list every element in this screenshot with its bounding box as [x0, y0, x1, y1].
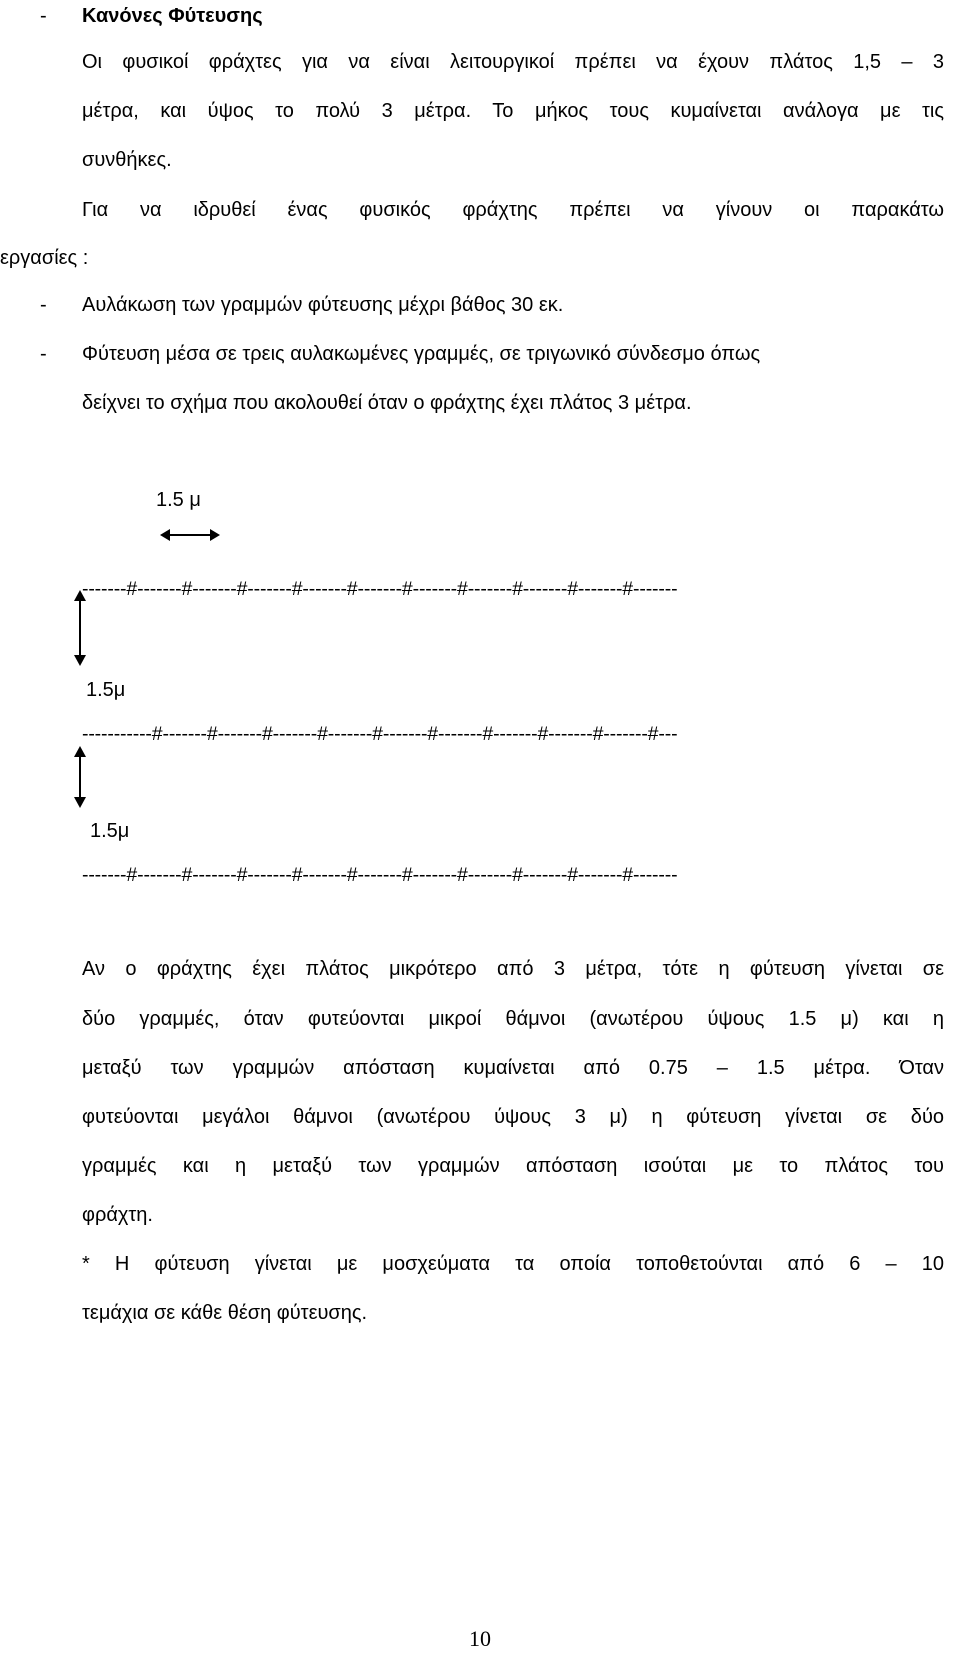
para3-line4: φυτεύονται μεγάλοι θάμνοι (ανωτέρου ύψους 3 μ) η φύτευση γίνεται σε δύο — [82, 1106, 944, 1128]
para3-line1: Αν ο φράχτης έχει πλάτος μικρότερο από 3 μέτρα, τότε η φύτευση γίνεται σε — [82, 958, 944, 980]
vertical-double-arrow-icon — [72, 590, 88, 666]
bullet-2-line1: Φύτευση μέσα σε τρεις αυλακωμένες γραμμές, σε τριγωνικό σύνδεσμο όπως — [82, 343, 761, 365]
para3-line5: γραμμές και η μεταξύ των γραμμών απόσταση ισούται με το πλάτος του — [82, 1155, 944, 1177]
heading-bullet: - — [40, 5, 47, 27]
bullet-1-text: Αυλάκωση των γραμμών φύτευσης μέχρι βάθος 30 εκ. — [82, 294, 564, 316]
row-spacing-label: 1.5 μ — [156, 489, 201, 511]
horizontal-double-arrow-icon — [160, 527, 224, 543]
section-heading: Κανόνες Φύτευσης — [82, 5, 263, 27]
page-number: 10 — [469, 1626, 491, 1651]
row-gap-label-2: 1.5μ — [90, 820, 130, 842]
para2-line1: Για να ιδρυθεί ένας φυσικός φράχτης πρέπει να γίνουν οι παρακάτω — [82, 199, 944, 221]
bullet-1-marker: - — [40, 294, 47, 316]
planting-row-2: -----------#-------#-------#-------#-------#-------#-------#-------#-------#-------#--- — [82, 723, 678, 745]
note-line1: * Η φύτευση γίνεται με μοσχεύματα τα οποία τοποθετούνται από 6 – 10 — [82, 1253, 944, 1275]
para1-line1: Οι φυσικοί φράχτες για να είναι λειτουργικοί πρέπει να έχουν πλάτος 1,5 – 3 — [82, 51, 944, 73]
para1-line3: συνθήκες. — [82, 149, 172, 171]
para3-line6: φράχτη. — [82, 1204, 153, 1226]
para2-line2: εργασίες : — [0, 247, 89, 269]
para3-line2: δύο γραμμές, όταν φυτεύονται μικροί θάμνοι (ανωτέρου ύψους 1.5 μ) και η — [82, 1008, 944, 1030]
bullet-2-marker: - — [40, 343, 47, 365]
row-gap-label-1: 1.5μ — [86, 679, 126, 701]
para3-line3: μεταξύ των γραμμών απόσταση κυμαίνεται από 0.75 – 1.5 μέτρα. Όταν — [82, 1057, 944, 1079]
vertical-double-arrow-icon — [72, 746, 88, 808]
planting-row-3: -------#-------#-------#-------#-------#-------#-------#-------#-------#-------#------- — [82, 864, 678, 886]
planting-row-1: -------#-------#-------#-------#-------#-------#-------#-------#-------#-------#------- — [82, 578, 678, 600]
para1-line2: μέτρα, και ύψος το πολύ 3 μέτρα. Το μήκος τους κυμαίνεται ανάλογα με τις — [82, 100, 944, 122]
note-line2: τεμάχια σε κάθε θέση φύτευσης. — [82, 1302, 368, 1324]
bullet-2-line2: δείχνει το σχήμα που ακολουθεί όταν ο φράχτης έχει πλάτος 3 μέτρα. — [82, 392, 692, 414]
